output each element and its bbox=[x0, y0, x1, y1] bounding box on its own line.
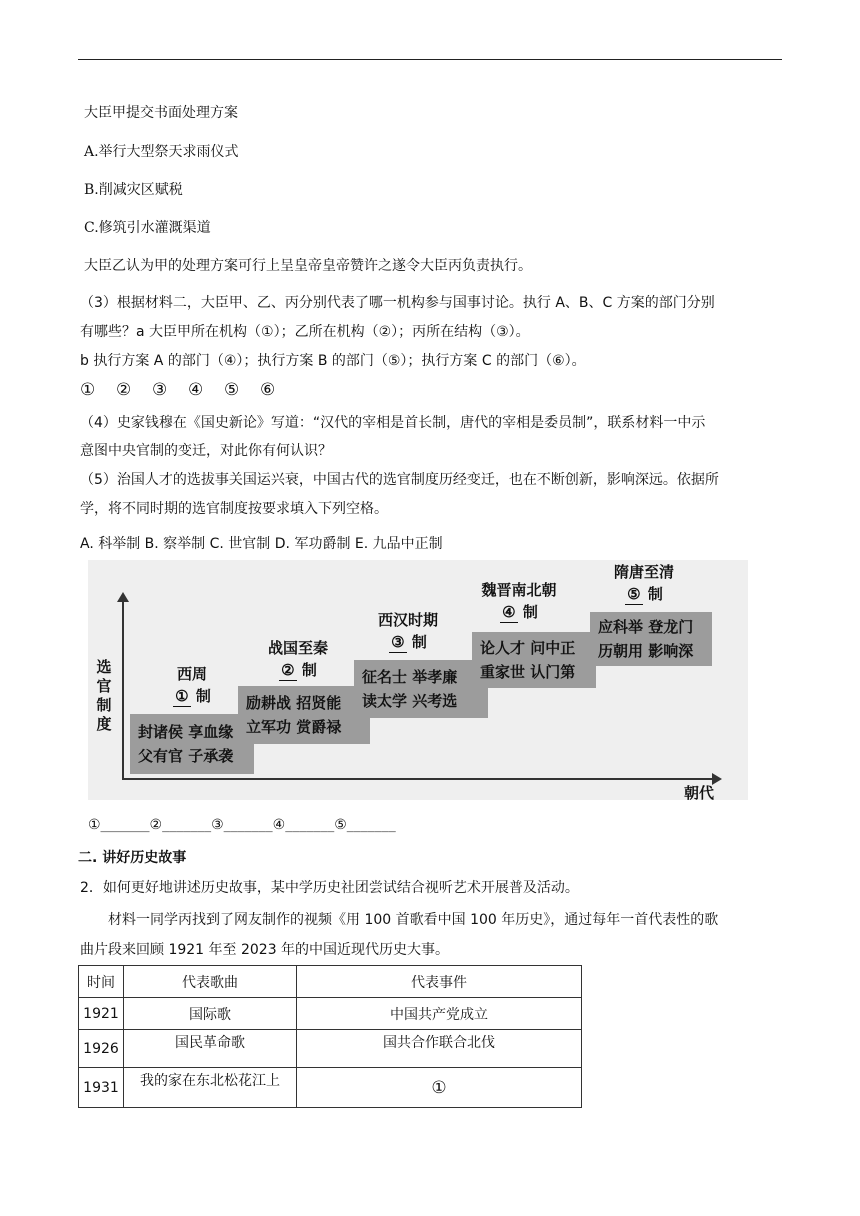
step-text: 封诸侯 享血缘 bbox=[138, 723, 234, 741]
question-4: （4）史家钱穆在《国史新论》写道：“汉代的宰相是首长制，唐代的宰相是委员制”，联系材料一中示 bbox=[80, 415, 706, 431]
material-1-cont: 曲片段来回顾 1921 年至 2023 年的中国近现代历史大事。 bbox=[80, 942, 450, 958]
option-a: A.举行大型祭天求雨仪式 bbox=[84, 144, 239, 160]
question-2: 2．如何更好地讲述历史故事，某中学历史社团尝试结合视听艺术开展普及活动。 bbox=[80, 880, 579, 896]
step-text: 应科举 登龙门 bbox=[598, 618, 694, 636]
era-suffix: 制 bbox=[522, 603, 538, 621]
table-cell: 国共合作联合北伐 bbox=[297, 1030, 582, 1068]
step-zhanguo-qin bbox=[238, 686, 370, 744]
y-axis-label: 选官制度 bbox=[96, 658, 112, 733]
era-label bbox=[594, 562, 694, 605]
step-text: 历朝用 影响深 bbox=[598, 642, 694, 660]
table-cell: 中国共产党成立 bbox=[297, 998, 582, 1030]
table-row bbox=[79, 1068, 582, 1108]
step-text: 励耕战 招贤能 bbox=[246, 694, 342, 712]
song-table bbox=[78, 965, 582, 1108]
circle-marker: ② bbox=[116, 380, 132, 400]
era-name: 战国至秦 bbox=[267, 639, 328, 657]
step-text: 立军功 赏爵禄 bbox=[246, 718, 342, 736]
x-axis bbox=[122, 778, 714, 780]
table-cell: 1921 bbox=[79, 998, 124, 1030]
question-3-cont: 有哪些？a 大臣甲所在机构（①）；乙所在机构（②）；丙所在结构（③）。 bbox=[80, 324, 530, 340]
step-xizhou bbox=[130, 714, 254, 774]
step-text: 读太学 兴考选 bbox=[362, 692, 458, 710]
question-3: （3）根据材料二，大臣甲、乙、丙分别代表了哪一机构参与国事讨论。执行 A、B、C 方案的部门分别 bbox=[80, 295, 715, 311]
era-suffix: 制 bbox=[301, 661, 317, 679]
era-name: 魏晋南北朝 bbox=[481, 581, 557, 599]
table-header: 代表歌曲 bbox=[124, 966, 297, 998]
table-cell: 国际歌 bbox=[124, 998, 297, 1030]
era-name: 西周 bbox=[176, 665, 207, 683]
y-axis bbox=[122, 600, 124, 778]
table-cell: 1931 bbox=[79, 1068, 124, 1108]
step-text: 征名士 举孝廉 bbox=[362, 668, 458, 686]
step-suitang-qing bbox=[590, 612, 712, 666]
blank-number: ① bbox=[175, 687, 189, 705]
circle-marker: ⑥ bbox=[260, 380, 276, 400]
table-cell: ① bbox=[297, 1068, 582, 1108]
step-text: 论人才 问中正 bbox=[480, 639, 576, 657]
circle-marker: ⑤ bbox=[224, 380, 240, 400]
blank-number: ③ bbox=[391, 633, 405, 651]
table-cell: 1926 bbox=[79, 1030, 124, 1068]
question-5: （5）治国人才的选拔事关国运兴衰，中国古代的选官制度历经变迁，也在不断创新，影响深远。依据所 bbox=[80, 472, 719, 488]
x-axis-label: 朝代 bbox=[684, 784, 715, 802]
blank-number: ④ bbox=[502, 603, 516, 621]
section-heading: 二. 讲好历史故事 bbox=[78, 850, 187, 866]
step-weijin bbox=[472, 632, 596, 688]
circle-marker: ③ bbox=[152, 380, 168, 400]
table-header-row bbox=[79, 966, 582, 998]
era-label bbox=[358, 610, 458, 653]
circle-marker: ④ bbox=[188, 380, 204, 400]
era-label bbox=[464, 580, 574, 623]
era-name: 隋唐至清 bbox=[613, 563, 674, 581]
text-line: 大臣甲提交书面处理方案 bbox=[84, 105, 238, 121]
step-text: 父有官 子承袭 bbox=[138, 747, 234, 765]
option-b: B.削减灾区赋税 bbox=[84, 182, 183, 198]
step-text: 重家世 认门第 bbox=[480, 663, 576, 681]
question-4-cont: 意图中央官制的变迁，对此你有何认识？ bbox=[80, 443, 332, 459]
answer-markers bbox=[80, 380, 296, 401]
era-label bbox=[248, 638, 348, 681]
table-cell: 我的家在东北松花江上 bbox=[124, 1068, 297, 1108]
table-row bbox=[79, 1030, 582, 1068]
era-label bbox=[150, 664, 234, 707]
blank-number: ⑤ bbox=[627, 585, 641, 603]
table-header: 时间 bbox=[79, 966, 124, 998]
question-3-cont: b 执行方案 A 的部门（④）；执行方案 B 的部门（⑤）；执行方案 C 的部门（⑥）。 bbox=[80, 353, 586, 369]
table-row bbox=[79, 998, 582, 1030]
blank-number: ② bbox=[281, 661, 295, 679]
era-suffix: 制 bbox=[647, 585, 663, 603]
header-rule bbox=[78, 59, 782, 60]
question-5-cont: 学，将不同时期的选官制度按要求填入下列空格。 bbox=[80, 501, 388, 517]
answer-blanks: ①_______②_______③_______④_______⑤_______ bbox=[88, 817, 396, 833]
material-1: 材料一同学丙找到了网友制作的视频《用 100 首歌看中国 100 年历史》，通过每年一首代表性的歌 bbox=[108, 912, 719, 928]
circle-marker: ① bbox=[80, 380, 96, 400]
step-xihan bbox=[354, 660, 488, 718]
table-cell: 国民革命歌 bbox=[124, 1030, 297, 1068]
text-line: 大臣乙认为甲的处理方案可行上呈皇帝皇帝赞许之遂令大臣丙负责执行。 bbox=[84, 258, 532, 274]
option-c: C.修筑引水灌溉渠道 bbox=[84, 220, 211, 236]
era-name: 西汉时期 bbox=[377, 611, 438, 629]
table-header: 代表事件 bbox=[297, 966, 582, 998]
era-suffix: 制 bbox=[195, 687, 211, 705]
era-suffix: 制 bbox=[411, 633, 427, 651]
selection-system-diagram bbox=[88, 560, 748, 800]
choice-list: A. 科举制 B. 察举制 C. 世官制 D. 军功爵制 E. 九品中正制 bbox=[80, 536, 443, 552]
